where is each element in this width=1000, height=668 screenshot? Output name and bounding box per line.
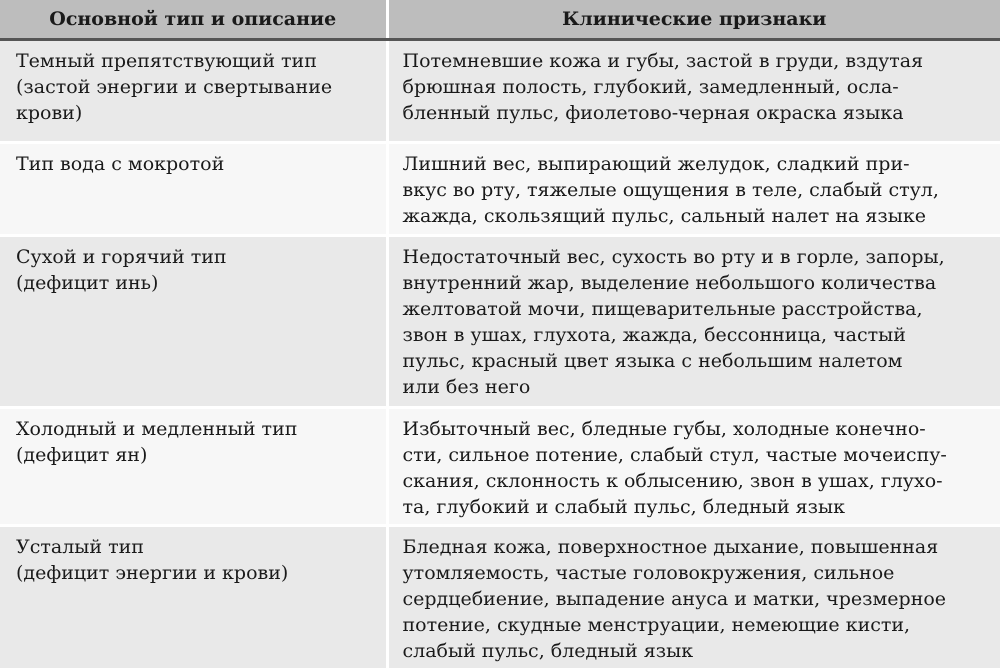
table-row — [0, 143, 1000, 236]
signs-line: та, глубокий и слабый пульс, бледный язык — [402, 496, 846, 518]
signs-line: или без него — [402, 376, 531, 398]
table-row — [0, 408, 1000, 526]
type-cell — [0, 236, 387, 408]
type-line: крови) — [16, 102, 83, 124]
type-line: (дефицит инь) — [16, 272, 159, 294]
signs-cell — [387, 143, 1000, 236]
signs-line: сердцебиение, выпадение ануса и матки, чрезмерное — [402, 588, 947, 610]
signs-line: Избыточный вес, бледные губы, холодные конечно- — [402, 418, 926, 440]
header-clinical-signs: Клинические признаки — [387, 0, 1000, 40]
header-type-description: Основной тип и описание — [0, 0, 387, 40]
signs-line: Недостаточный вес, сухость во рту и в горле, запоры, — [402, 246, 945, 268]
type-cell — [0, 143, 387, 236]
table-row — [0, 526, 1000, 668]
signs-cell — [387, 526, 1000, 668]
signs-cell — [387, 236, 1000, 408]
signs-line: звон в ушах, глухота, жажда, бессонница, частый — [402, 324, 906, 346]
header-row — [0, 0, 1000, 40]
signs-cell — [387, 40, 1000, 143]
signs-line: желтоватой мочи, пищеварительные расстройства, — [402, 298, 923, 320]
type-line: (застой энергии и свертывание — [16, 76, 333, 98]
signs-line: утомляемость, частые головокружения, сильное — [402, 562, 895, 584]
type-line: Тип вода с мокротой — [16, 153, 225, 175]
type-line: Усталый тип — [16, 536, 144, 558]
signs-line: пульс, красный цвет языка с небольшим налетом — [402, 350, 903, 372]
table-body — [0, 40, 1000, 668]
signs-line: Потемневшие кожа и губы, застой в груди, вздутая — [402, 50, 924, 72]
table-row — [0, 40, 1000, 143]
type-line: Холодный и медленный тип — [16, 418, 298, 440]
table-header — [0, 0, 1000, 40]
signs-line: потение, скудные менструации, немеющие кисти, — [402, 614, 911, 636]
signs-cell — [387, 408, 1000, 526]
signs-line: вкус во рту, тяжелые ощущения в теле, слабый стул, — [402, 179, 939, 201]
signs-line: жажда, скользящий пульс, сальный налет на языке — [402, 205, 926, 227]
type-cell — [0, 408, 387, 526]
type-line: Темный препятствующий тип — [16, 50, 317, 72]
signs-line: скания, склонность к облысению, звон в ушах, глухо- — [402, 470, 943, 492]
type-cell — [0, 40, 387, 143]
table-row — [0, 236, 1000, 408]
type-line: (дефицит энергии и крови) — [16, 562, 289, 584]
type-cell — [0, 526, 387, 668]
type-line: Сухой и горячий тип — [16, 246, 227, 268]
signs-line: слабый пульс, бледный язык — [402, 640, 694, 662]
signs-line: брюшная полость, глубокий, замедленный, осла- — [402, 76, 899, 98]
signs-line: бленный пульс, фиолетово-черная окраска языка — [402, 102, 904, 124]
signs-line: сти, сильное потение, слабый стул, частые мочеиспу- — [402, 444, 947, 466]
type-line: (дефицит ян) — [16, 444, 148, 466]
signs-line: Лишний вес, выпирающий желудок, сладкий при- — [402, 153, 910, 175]
signs-line: внутренний жар, выделение небольшого количества — [402, 272, 937, 294]
signs-line: Бледная кожа, поверхностное дыхание, повышенная — [402, 536, 939, 558]
